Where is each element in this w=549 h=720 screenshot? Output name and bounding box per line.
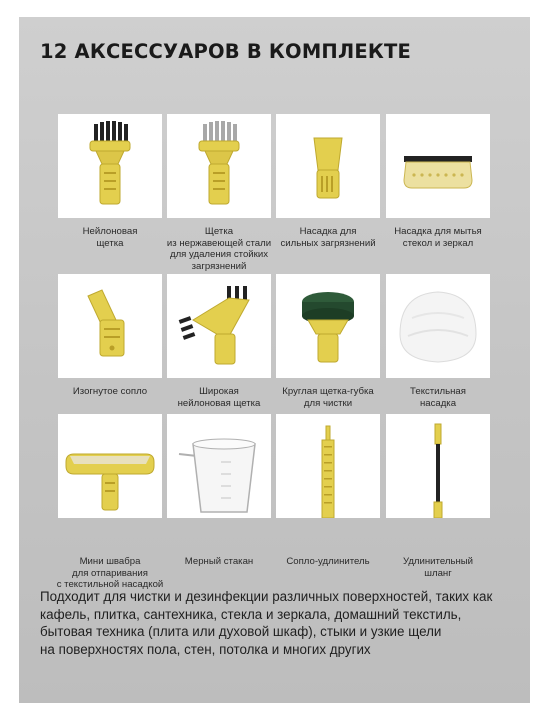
extension-hose-icon bbox=[386, 414, 490, 518]
caption-extension-nozzle: Сопло-удлинитель bbox=[286, 556, 370, 567]
caption-round-sponge-brush: Круглая щетка-губка для чистки bbox=[282, 386, 374, 409]
caption-nylon-brush: Нейлоновая щетка bbox=[82, 226, 138, 249]
caption-textile-cover: Текстильная насадка bbox=[410, 386, 466, 409]
window-squeegee-icon bbox=[386, 114, 490, 218]
textile-cover-icon bbox=[386, 274, 490, 378]
caption-angled-nozzle: Изогнутое сопло bbox=[72, 386, 148, 397]
tile-measuring-cup bbox=[167, 414, 271, 518]
tile-extension-hose bbox=[386, 414, 490, 518]
product-description bbox=[40, 588, 510, 658]
page-title: 12 АКСЕССУАРОВ В КОМПЛЕКТЕ bbox=[40, 40, 412, 63]
caption-tough-dirt-nozzle: Насадка для сильных загрязнений bbox=[280, 226, 376, 249]
tile-wide-nylon-brush bbox=[167, 274, 271, 378]
description-line: бытовая техника (плита или духовой шкаф), стыки и узкие щели bbox=[40, 624, 442, 640]
tough-dirt-nozzle-icon bbox=[276, 114, 380, 218]
tile-nylon-brush bbox=[58, 114, 162, 218]
round-sponge-brush-icon bbox=[276, 274, 380, 378]
caption-measuring-cup: Мерный стакан bbox=[184, 556, 254, 567]
mini-mop-icon bbox=[58, 414, 162, 518]
description-line: кафель, плитка, сантехника, стекла и зеркала, домашний текстиль, bbox=[40, 606, 462, 622]
measuring-cup-icon bbox=[167, 414, 271, 518]
caption-window-squeegee: Насадка для мытья стекол и зеркал bbox=[394, 226, 482, 249]
tile-window-squeegee bbox=[386, 114, 490, 218]
tile-steel-brush bbox=[167, 114, 271, 218]
tile-mini-mop bbox=[58, 414, 162, 518]
description-line: Подходит для чистки и дезинфекции различных поверхностей, таких как bbox=[40, 589, 493, 604]
tile-angled-nozzle bbox=[58, 274, 162, 378]
nylon-brush-icon bbox=[58, 114, 162, 218]
tile-extension-nozzle bbox=[276, 414, 380, 518]
tile-textile-cover bbox=[386, 274, 490, 378]
extension-nozzle-icon bbox=[276, 414, 380, 518]
caption-wide-nylon-brush: Широкая нейлоновая щетка bbox=[177, 386, 261, 409]
tile-round-sponge-brush bbox=[276, 274, 380, 378]
steel-brush-icon bbox=[167, 114, 271, 218]
caption-extension-hose: Удлинительный шланг bbox=[402, 556, 473, 579]
caption-mini-mop: Мини швабра для отпаривания с текстильной насадкой bbox=[56, 556, 164, 591]
wide-nylon-brush-icon bbox=[167, 274, 271, 378]
angled-nozzle-icon bbox=[58, 274, 162, 378]
description-line: на поверхностях пола, стен, потолка и многих других bbox=[40, 641, 371, 657]
caption-steel-brush: Щетка из нержавеющей стали для удаления стойких загрязнений bbox=[166, 226, 272, 272]
tile-tough-dirt-nozzle bbox=[276, 114, 380, 218]
